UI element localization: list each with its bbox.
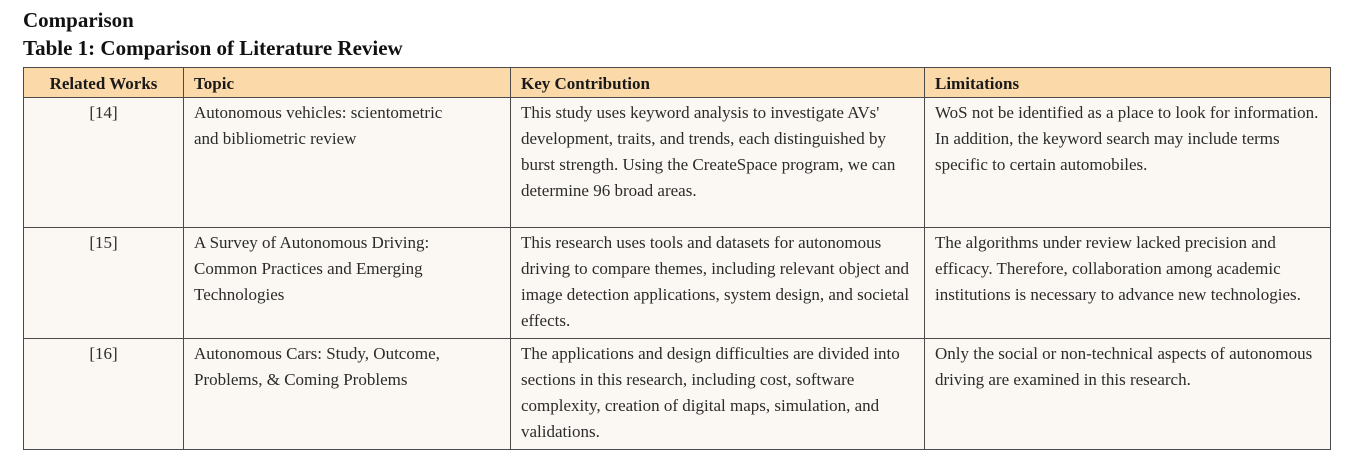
table-row [24, 98, 1331, 228]
cell-key-contribution: The applications and design difficulties are divided into sections in this research, including cost, software complexity, creation of digital maps, simulation, and validations. [511, 339, 925, 450]
header-key-contribution: Key Contribution [511, 68, 925, 98]
cell-key-contribution: This research uses tools and datasets for autonomous driving to compare themes, including relevant object and image detection applications, system design, and societal effects. [511, 228, 925, 339]
cell-topic: Autonomous Cars: Study, Outcome, Problems, & Coming Problems [184, 339, 511, 450]
header-limitations: Limitations [925, 68, 1331, 98]
header-topic: Topic [184, 68, 511, 98]
cell-related-work: [14] [24, 98, 184, 228]
cell-topic: A Survey of Autonomous Driving: Common Practices and Emerging Technologies [184, 228, 511, 339]
table-row [24, 228, 1331, 339]
header-related-works: Related Works [24, 68, 184, 98]
section-heading: Comparison [23, 8, 134, 32]
cell-related-work: [15] [24, 228, 184, 339]
literature-review-table [23, 67, 1331, 450]
table-row [24, 339, 1331, 450]
cell-topic: Autonomous vehicles: scientometric and bibliometric review [184, 98, 511, 228]
cell-limitations: WoS not be identified as a place to look for information. In addition, the keyword search may include terms specific to certain automobiles. [925, 98, 1331, 228]
cell-limitations: The algorithms under review lacked precision and efficacy. Therefore, collaboration among academic institutions is necessary to advance new technologies. [925, 228, 1331, 339]
cell-key-contribution: This study uses keyword analysis to investigate AVs' development, traits, and trends, each distinguished by burst strength. Using the CreateSpace program, we can determine 96 broad areas. [511, 98, 925, 228]
cell-limitations: Only the social or non-technical aspects of autonomous driving are examined in this research. [925, 339, 1331, 450]
cell-related-work: [16] [24, 339, 184, 450]
table-header-row [24, 68, 1331, 98]
table-caption: Table 1: Comparison of Literature Review [23, 36, 403, 60]
